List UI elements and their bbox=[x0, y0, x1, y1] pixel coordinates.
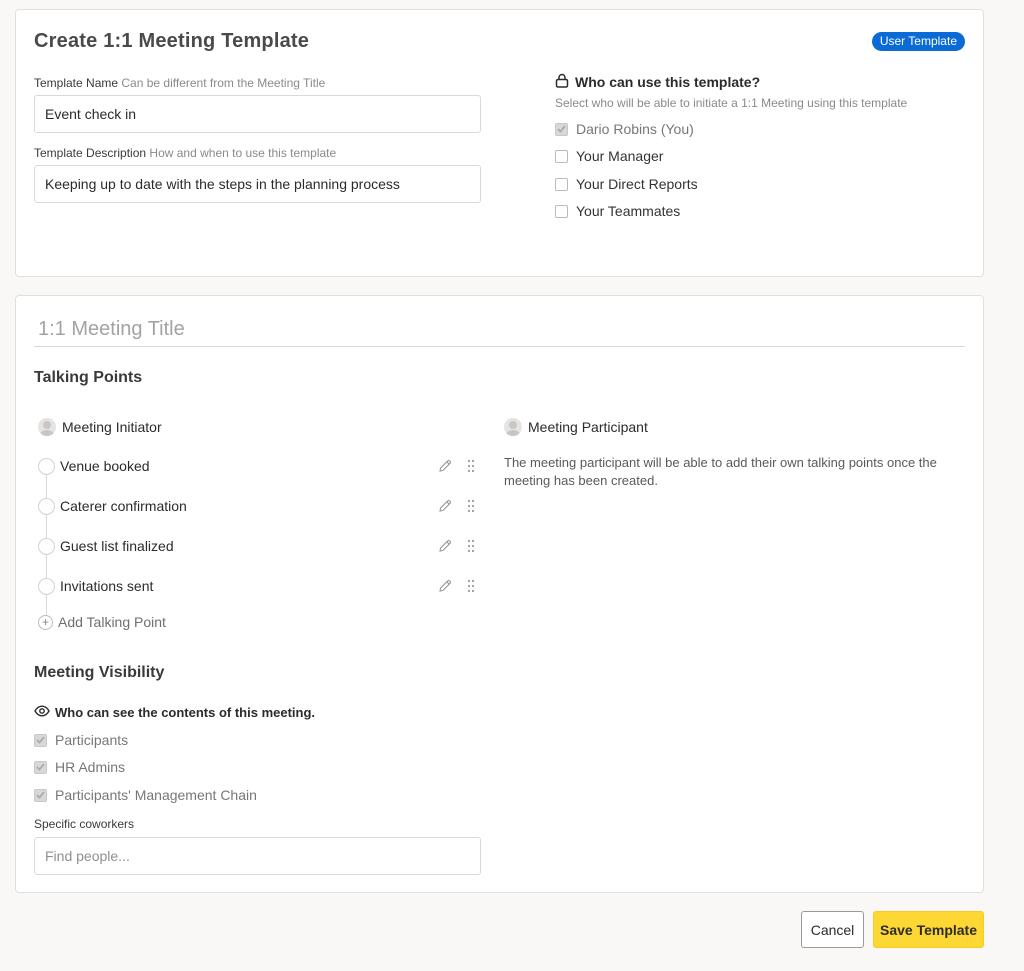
plus-circle-icon: + bbox=[38, 615, 53, 630]
talking-point-bullet-icon bbox=[38, 538, 55, 555]
pencil-icon[interactable] bbox=[438, 498, 452, 514]
drag-handle-icon[interactable] bbox=[464, 578, 478, 594]
pencil-icon[interactable] bbox=[438, 538, 452, 554]
who-can-use-heading bbox=[555, 73, 760, 91]
find-people-input[interactable] bbox=[34, 837, 481, 875]
pencil-icon[interactable] bbox=[438, 458, 452, 474]
drag-handle-icon[interactable] bbox=[464, 458, 478, 474]
save-template-button[interactable]: Save Template bbox=[873, 911, 984, 948]
visibility-option-label: HR Admins bbox=[55, 759, 126, 775]
specific-coworkers-label: Specific coworkers bbox=[34, 817, 135, 831]
title-divider bbox=[34, 346, 965, 347]
page-title: Create 1:1 Meeting Template bbox=[34, 30, 310, 52]
talking-point-actions bbox=[438, 538, 478, 554]
meeting-initiator bbox=[38, 418, 162, 436]
avatar bbox=[504, 418, 522, 436]
participant-note: The meeting participant will be able to add their own talking points once the meeting has been created. bbox=[504, 455, 937, 488]
checkbox-checked-icon bbox=[34, 734, 47, 747]
pencil-icon[interactable] bbox=[438, 578, 452, 594]
template-description-label bbox=[34, 146, 336, 160]
visibility-option-hr-admins bbox=[34, 759, 125, 775]
template-description-label-text: Template Description bbox=[34, 146, 147, 160]
talking-point-item[interactable] bbox=[38, 574, 478, 598]
avatar bbox=[38, 418, 56, 436]
talking-point-actions bbox=[438, 578, 478, 594]
template-name-label-text: Template Name bbox=[34, 76, 119, 90]
who-option-teammates[interactable] bbox=[555, 203, 680, 219]
talking-point-bullet-icon bbox=[38, 578, 55, 595]
checkbox[interactable] bbox=[555, 150, 568, 163]
visibility-option-management-chain bbox=[34, 787, 257, 803]
who-option-direct-reports[interactable] bbox=[555, 176, 698, 192]
talking-point-item[interactable] bbox=[38, 454, 478, 478]
who-option-label: Your Manager bbox=[576, 148, 664, 164]
who-option-label: Your Direct Reports bbox=[576, 176, 698, 192]
checkbox-checked-icon bbox=[34, 761, 47, 774]
talking-point-label: Venue booked bbox=[60, 458, 150, 474]
meeting-initiator-label: Meeting Initiator bbox=[62, 419, 162, 435]
talking-point-label: Guest list finalized bbox=[60, 538, 174, 554]
user-template-badge: User Template bbox=[872, 32, 965, 51]
template-name-input[interactable] bbox=[34, 95, 481, 133]
eye-icon bbox=[34, 705, 50, 720]
who-option-manager[interactable] bbox=[555, 148, 663, 164]
lock-icon bbox=[555, 73, 569, 91]
template-description-hint: How and when to use this template bbox=[149, 146, 337, 160]
who-can-use-subtitle: Select who will be able to initiate a 1:1 Meeting using this template bbox=[555, 96, 908, 110]
meeting-participant bbox=[504, 418, 648, 436]
talking-point-actions bbox=[438, 458, 478, 474]
talking-point-bullet-icon bbox=[38, 458, 55, 475]
checkbox-checked-icon bbox=[34, 789, 47, 802]
talking-point-actions bbox=[438, 498, 478, 514]
template-name-hint: Can be different from the Meeting Title bbox=[121, 76, 326, 90]
drag-handle-icon[interactable] bbox=[464, 498, 478, 514]
who-option-self bbox=[555, 121, 694, 137]
checkbox[interactable] bbox=[555, 205, 568, 218]
template-settings-card bbox=[15, 9, 984, 277]
who-can-use-title: Who can use this template? bbox=[575, 74, 761, 90]
meeting-visibility-heading: Meeting Visibility bbox=[34, 664, 165, 681]
who-option-label: Dario Robins (You) bbox=[576, 121, 694, 137]
talking-point-label: Invitations sent bbox=[60, 578, 154, 594]
talking-points-heading: Talking Points bbox=[34, 369, 143, 386]
visibility-title-text: Who can see the contents of this meeting. bbox=[55, 705, 316, 720]
checkbox[interactable] bbox=[555, 178, 568, 191]
visibility-title bbox=[34, 705, 315, 720]
visibility-option-participants bbox=[34, 732, 128, 748]
drag-handle-icon[interactable] bbox=[464, 538, 478, 554]
who-option-label: Your Teammates bbox=[576, 203, 681, 219]
meeting-content-card bbox=[15, 295, 984, 893]
add-talking-point-label: Add Talking Point bbox=[58, 614, 166, 630]
cancel-button[interactable]: Cancel bbox=[801, 911, 864, 948]
checkbox-checked-icon bbox=[555, 123, 568, 136]
visibility-option-label: Participants bbox=[55, 732, 129, 748]
talking-point-bullet-icon bbox=[38, 498, 55, 515]
template-description-input[interactable] bbox=[34, 165, 481, 203]
talking-point-item[interactable] bbox=[38, 494, 478, 518]
meeting-title-input[interactable]: 1:1 Meeting Title bbox=[38, 318, 185, 340]
talking-point-item[interactable] bbox=[38, 534, 478, 558]
add-talking-point-button[interactable] bbox=[38, 614, 166, 630]
meeting-participant-label: Meeting Participant bbox=[528, 419, 648, 435]
visibility-option-label: Participants' Management Chain bbox=[55, 787, 257, 803]
talking-point-label: Caterer confirmation bbox=[60, 498, 187, 514]
template-name-label bbox=[34, 76, 325, 90]
